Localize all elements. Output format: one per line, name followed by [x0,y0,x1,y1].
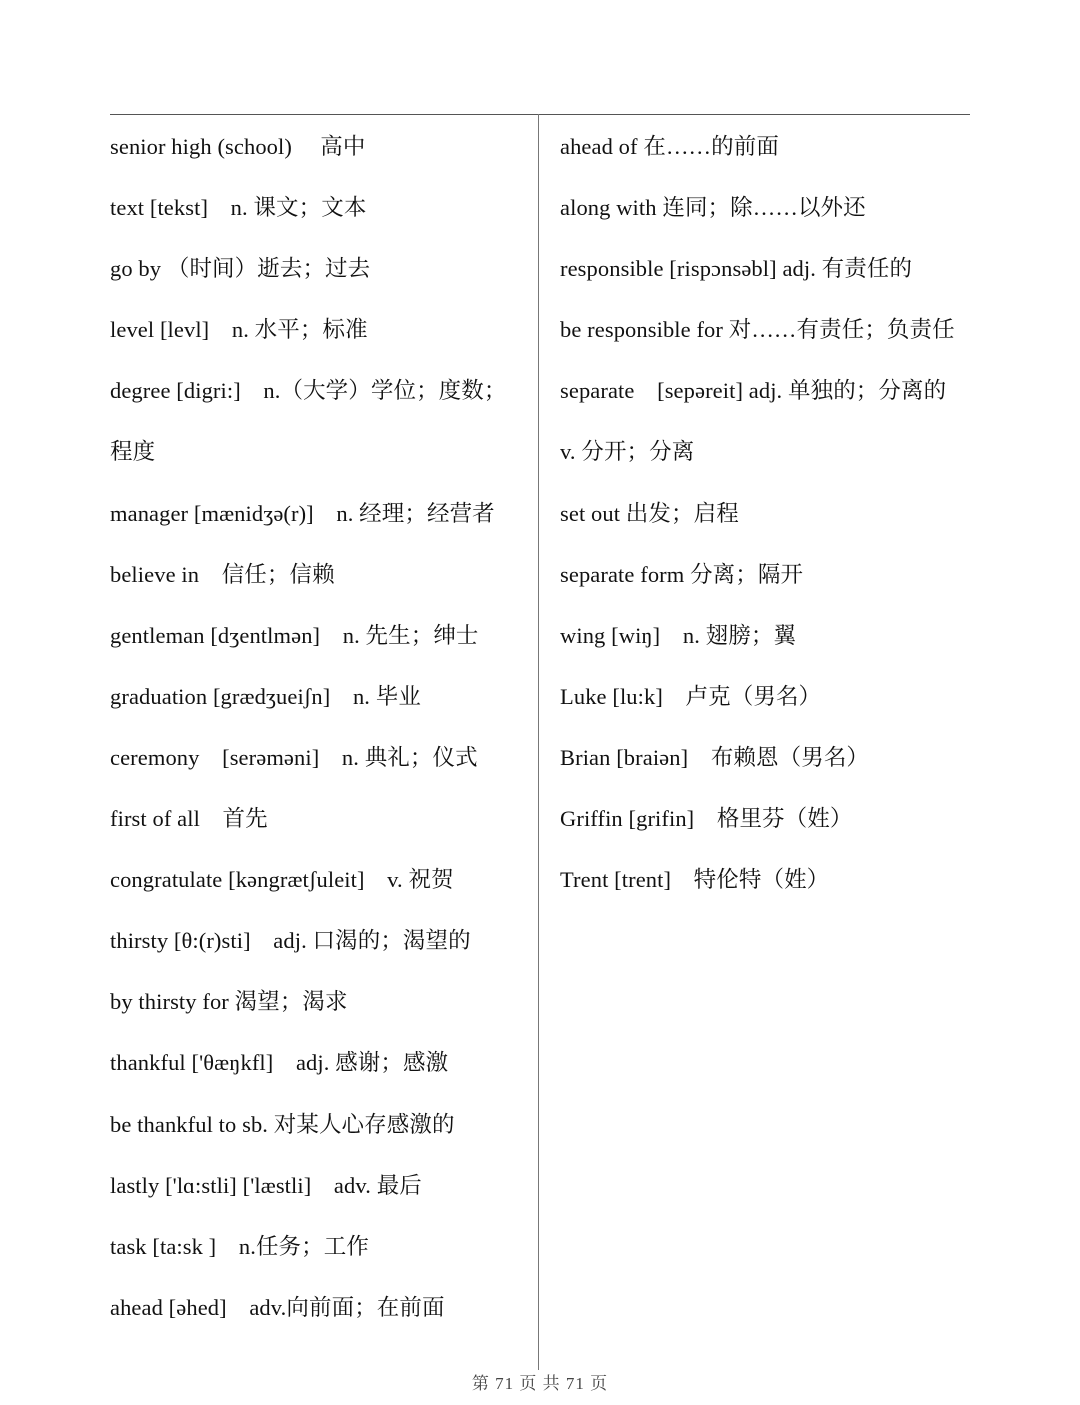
left-vocabulary-column [110,116,530,1338]
vocab-entry: first of all 首先 [110,806,268,832]
vocab-entry-continuation: 程度 [110,439,156,465]
vocab-entry: thirsty [θ:(r)sti] adj. 口渴的；渴望的 [110,928,471,954]
vocab-entry: be responsible for 对……有责任；负责任 [560,317,955,343]
right-vocabulary-column [560,116,975,910]
vocab-entry: ceremony [serəməni] n. 典礼；仪式 [110,744,478,770]
vocab-entry: congratulate [kəngrætʃuleit] v. 祝贺 [110,867,454,893]
vocab-entry: manager [mænidʒə(r)] n. 经理；经营者 [110,500,495,526]
column-divider [538,114,539,1370]
vocab-entry-continuation: v. 分开；分离 [560,439,695,465]
vocab-entry: Brian [braiən] 布赖恩（男名） [560,744,870,770]
vocab-entry: Luke [lu:k] 卢克（男名） [560,683,822,709]
vocab-entry: by thirsty for 渴望；渴求 [110,989,348,1015]
vocab-entry: responsible [rispɔnsəbl] adj. 有责任的 [560,256,913,282]
vocab-entry: believe in 信任；信赖 [110,561,335,587]
vocab-entry: separate [sepəreit] adj. 单独的；分离的 [560,378,947,404]
vocab-entry: along with 连同；除……以外还 [560,195,866,221]
vocab-entry: lastly ['lɑ:stli] ['læstli] adv. 最后 [110,1172,422,1198]
vocab-entry: graduation [grædʒueiʃn] n. 毕业 [110,683,421,709]
vocab-entry: task [ta:sk ] n.任务；工作 [110,1233,369,1259]
vocab-entry: level [levl] n. 水平；标准 [110,317,368,343]
vocab-entry: ahead [əhed] adv.向前面；在前面 [110,1294,445,1320]
vocab-entry: text [tekst] n. 课文；文本 [110,195,367,221]
header-rule [110,114,970,115]
vocab-entry: thankful ['θæŋkfl] adj. 感谢；感激 [110,1050,449,1076]
vocab-entry: be thankful to sb. 对某人心存感激的 [110,1111,455,1137]
vocab-entry: separate form 分离；隔开 [560,561,804,587]
vocab-entry: set out 出发；启程 [560,500,739,526]
vocab-entry: Trent [trent] 特伦特（姓） [560,867,830,893]
vocab-entry: go by （时间）逝去；过去 [110,256,371,282]
vocab-entry: gentleman [dʒentlmən] n. 先生；绅士 [110,622,479,648]
vocab-entry: senior high (school) 高中 [110,134,366,159]
vocab-entry: Griffin [grifin] 格里芬（姓） [560,806,853,832]
vocab-entry: ahead of 在……的前面 [560,134,779,159]
vocab-entry: wing [wiŋ] n. 翅膀；翼 [560,622,797,648]
vocab-entry: degree [digri:] n.（大学）学位；度数； [110,378,507,404]
page-number-footer: 第 71 页 共 71 页 [471,1374,609,1393]
